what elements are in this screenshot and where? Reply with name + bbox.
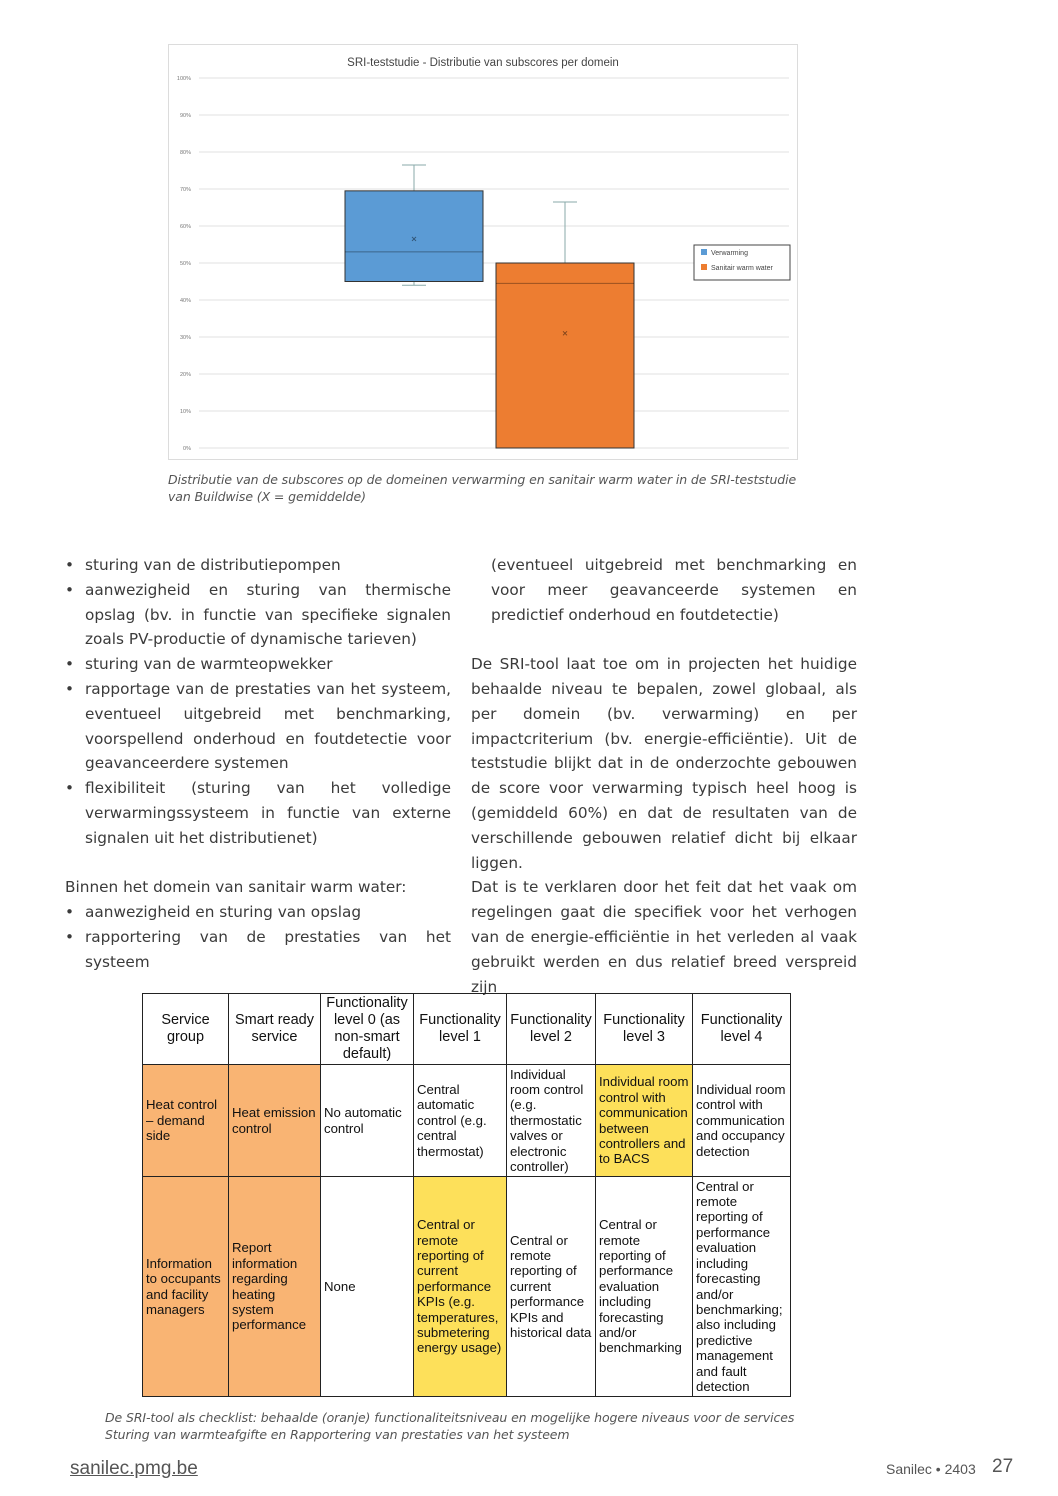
list-item: • aanwezigheid en sturing van thermische opslag (bv. in functie van specifieke signalen zoals PV-productie of dynamische tarieven)	[65, 580, 451, 649]
sri-functionality-table	[142, 993, 791, 1397]
list-item: • rapportering van de prestaties van het systeem	[65, 927, 451, 971]
legend-label: Sanitair warm water	[711, 265, 773, 272]
y-tick-label: 90%	[179, 113, 191, 119]
table-cell: Central automatic control (e.g. central thermostat)	[414, 1065, 507, 1177]
website-link[interactable]: sanilec.pmg.be	[70, 1458, 198, 1479]
table-header-row	[143, 994, 791, 1065]
y-tick-label: 80%	[179, 150, 191, 156]
table-row	[143, 1177, 791, 1397]
table-cell: Central or remote reporting of performance evaluation including forecasting and/or benchmarking; also including predictive management and fault detection	[693, 1177, 791, 1397]
table-cell: No automatic control	[321, 1065, 414, 1177]
body-paragraph: Dat is te verklaren door het feit dat het vaak om regelingen gaat die specifiek voor het verhogen van de energie-efficiëntie in het verleden al vaak gebruikt werden en dus relatief breed verspreid zijn	[471, 878, 857, 996]
y-tick-label: 40%	[179, 298, 191, 304]
table-cell: Individual room control with communication and occupancy detection	[693, 1065, 791, 1177]
dhw-list	[65, 900, 451, 974]
publication-label: Sanilec • 2403	[886, 1461, 976, 1477]
table-cell: Individual room control (e.g. thermostatic valves or electronic controller)	[507, 1065, 596, 1177]
chart-caption: Distributie van de subscores op de domeinen verwarming en sanitair warm water in de SRI-teststudie van Buildwise (X = gemiddelde)	[168, 472, 797, 504]
list-item: • flexibiliteit (sturing van het volledige verwarmingssysteem in functie van externe signalen uit het distributienet)	[65, 779, 451, 847]
list-item: • sturing van de warmteopwekker	[65, 655, 333, 674]
y-tick-label: 30%	[179, 335, 191, 341]
column-header: Functionality level 0 (as non-smart default)	[321, 994, 414, 1065]
table-cell: Individual room control with communication between controllers and to BACS	[596, 1065, 693, 1177]
page-number: 27	[992, 1456, 1014, 1477]
table-cell: Heat control – demand side	[143, 1065, 229, 1177]
y-tick-label: 70%	[179, 187, 191, 193]
left-column	[65, 553, 451, 975]
column-header: Functionality level 3	[596, 994, 693, 1065]
column-header: Service group	[143, 994, 229, 1065]
table-cell: Central or remote reporting of current performance KPIs (e.g. temperatures, submetering energy usage)	[414, 1177, 507, 1397]
dhw-intro: Binnen het domein van sanitair warm water:	[65, 878, 407, 897]
list-item: • rapportage van de prestaties van het systeem, eventueel uitgebreid met benchmarking, voorspellend onderhoud en foutdetectie voor geavanceerdere systemen	[65, 679, 451, 773]
list-item: • aanwezigheid en sturing van opslag	[65, 903, 362, 922]
boxplot-chart	[168, 44, 798, 460]
y-tick-label: 0%	[183, 446, 191, 452]
table-cell: Report information regarding heating system performance	[229, 1177, 321, 1397]
table-cell: Heat emission control	[229, 1065, 321, 1177]
y-tick-label: 10%	[179, 409, 191, 415]
column-header: Functionality level 2	[507, 994, 596, 1065]
table-cell: Central or remote reporting of performance evaluation including forecasting and/or benchmarking	[596, 1177, 693, 1397]
table-cell: Information to occupants and facility managers	[143, 1177, 229, 1397]
legend-swatch	[701, 249, 707, 255]
column-header: Functionality level 4	[693, 994, 791, 1065]
body-paragraph: De SRI-tool laat toe om in projecten het huidige behaalde niveau te bepalen, zowel globaal, als per domein (bv. verwarming) en per impactcriterium (bv. energie-efficiëntie). Uit de teststudie blijkt dat in de onderzochte gebouwen de score voor verwarming typisch heel hoog is (gemiddeld 60%) en dat de resultaten van de verschillende gebouwen relatief dicht bij elkaar liggen.	[471, 655, 857, 872]
column-header: Smart ready service	[229, 994, 321, 1065]
column-header: Functionality level 1	[414, 994, 507, 1065]
heating-list	[65, 553, 451, 851]
y-tick-label: 50%	[179, 261, 191, 267]
list-item: • sturing van de distributiepompen	[65, 556, 341, 574]
y-tick-label: 60%	[179, 224, 191, 230]
y-tick-label: 100%	[176, 76, 191, 82]
table-cell: None	[321, 1177, 414, 1397]
table-caption: De SRI-tool als checklist: behaalde (oranje) functionaliteitsniveau en mogelijke hogere niveaus voor de services Sturing van warmteafgifte en Rapportering van prestaties van het systeem	[105, 1410, 795, 1442]
list-continuation: (eventueel uitgebreid met benchmarking en voor meer geavanceerde systemen en predictief onderhoud en foutdetectie)	[491, 556, 857, 624]
box-verwarming	[345, 191, 483, 282]
table-row	[143, 1065, 791, 1177]
y-tick-label: 20%	[179, 372, 191, 378]
legend-label: Verwarming	[711, 250, 748, 257]
legend-swatch	[701, 264, 707, 270]
box-sanitair-warm-water	[496, 263, 634, 448]
chart-title: SRI-teststudie - Distributie van subscores per domein	[347, 57, 619, 69]
right-column	[471, 553, 857, 999]
boxplot-svg	[169, 45, 797, 459]
table-cell: Central or remote reporting of current performance KPIs and historical data	[507, 1177, 596, 1397]
